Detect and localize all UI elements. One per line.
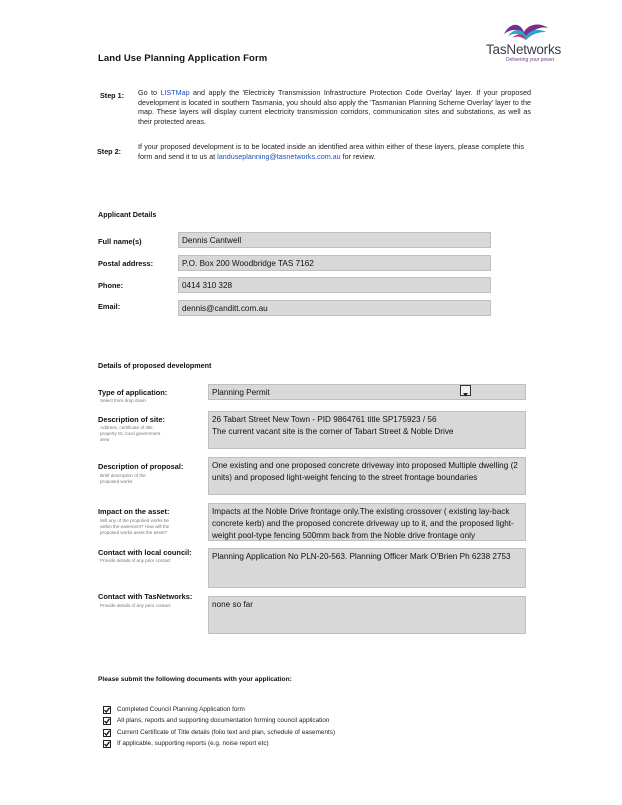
- step-1-post: and apply the 'Electricity Transmission Infrastructure Protection Code Overlay' layer. If your proposed development is located in southern Tasmania, you should also apply the 'Tasmanian Planning Scheme Overlay' layer to the map. These layers will display current electricity transmission corridors, communication sites and substations, as well as their protected areas.: [138, 88, 532, 126]
- logo-tagline: Delivering your power: [506, 57, 555, 63]
- proposal-description-field[interactable]: One existing and one proposed concrete driveway into proposed Multiple dwelling (2 units) and proposed light-weight fencing to the street frontage boundaries: [208, 457, 526, 495]
- application-type-value: Planning Permit: [208, 384, 526, 400]
- applicant-heading: Applicant Details: [98, 210, 157, 219]
- documents-heading: Please submit the following documents with your application:: [98, 676, 292, 683]
- email-link[interactable]: landuseplanning@tasnetworks.com.au: [217, 151, 341, 161]
- step-2-text: [138, 142, 524, 161]
- application-type-select[interactable]: [208, 384, 526, 400]
- step-2-post: for review.: [340, 151, 376, 161]
- logo-name: TasNetworks: [486, 42, 562, 57]
- listmap-link[interactable]: LISTMap: [160, 88, 190, 97]
- impact-label: Impact on the asset:: [98, 507, 170, 516]
- document-checkbox[interactable]: [103, 729, 111, 737]
- dropdown-arrow-icon[interactable]: [460, 385, 471, 396]
- document-checkbox[interactable]: [103, 740, 111, 748]
- application-type-label: Type of application:: [98, 388, 168, 397]
- document-item: If applicable, supporting reports (e.g. noise report etc): [117, 740, 269, 747]
- phone-label: Phone:: [98, 281, 124, 290]
- checkmark-icon: [104, 718, 110, 724]
- document-item: Completed Council Planning Application form: [117, 706, 245, 713]
- postal-address-field[interactable]: P.O. Box 200 Woodbridge TAS 7162: [178, 255, 491, 271]
- tasnetworks-contact-field[interactable]: none so far: [208, 596, 526, 634]
- impact-field[interactable]: Impacts at the Noble Drive frontage only.The existing crossover ( existing lay-back concrete kerb) and the proposed concrete driveway up to it, and the proposed light-weight pool-type fencing 500mm back from the Noble drive frontage only: [208, 503, 526, 541]
- step-1-pre: Go to: [138, 88, 161, 97]
- step-2-label: Step 2:: [97, 147, 121, 156]
- application-type-hint: Select from drop down: [100, 398, 146, 403]
- checkmark-icon: [104, 707, 110, 713]
- full-name-field[interactable]: Dennis Cantwell: [178, 232, 491, 248]
- impact-hint: Will any of the proposed works be within the easement? How will the proposed works asset the asset?: [100, 518, 170, 535]
- step-1-text: [138, 88, 531, 126]
- council-contact-label: Contact with local council:: [98, 548, 192, 557]
- proposal-label: Description of proposal:: [98, 462, 184, 471]
- email-field[interactable]: dennis@canditt.com.au: [178, 300, 491, 316]
- tasnetworks-contact-hint: Provide details of any prior contact: [100, 603, 171, 608]
- form-title: Land Use Planning Application Form: [98, 53, 268, 64]
- full-name-label: Full name(s): [98, 237, 142, 246]
- council-contact-hint: Provide details of any prior contact: [100, 558, 171, 563]
- document-item: All plans, reports and supporting documentation forming council application: [117, 717, 330, 724]
- step-2-pre: If your proposed development is to be located inside an identified area within either of these layers, please complete this form and send it to us at: [138, 142, 524, 161]
- phone-field[interactable]: 0414 310 328: [178, 277, 491, 293]
- document-checkbox[interactable]: [103, 706, 111, 714]
- email-label: Email:: [98, 302, 121, 311]
- tasnetworks-contact-label: Contact with TasNetworks:: [98, 592, 193, 601]
- development-heading: Details of proposed development: [98, 361, 212, 370]
- council-contact-field[interactable]: Planning Application No PLN-20-563. Planning Officer Mark O'Brien Ph 6238 2753: [208, 548, 526, 588]
- step-1-label: Step 1:: [100, 91, 124, 100]
- postal-address-label: Postal address:: [98, 259, 154, 268]
- checkmark-icon: [104, 741, 110, 747]
- document-item: Current Certificate of Title details (folio text and plan, schedule of easements): [117, 729, 336, 736]
- site-hint: Address, certificate of title, property ID, local government area: [100, 425, 161, 442]
- proposal-hint: Brief description of the proposed works: [100, 473, 146, 484]
- checkmark-icon: [104, 730, 110, 736]
- site-description-field[interactable]: 26 Tabart Street New Town - PID 9864761 title SP175923 / 56 The current vacant site is the corner of Tabart Street & Noble Drive: [208, 411, 526, 449]
- document-checkbox[interactable]: [103, 717, 111, 725]
- site-label: Description of site:: [98, 415, 165, 424]
